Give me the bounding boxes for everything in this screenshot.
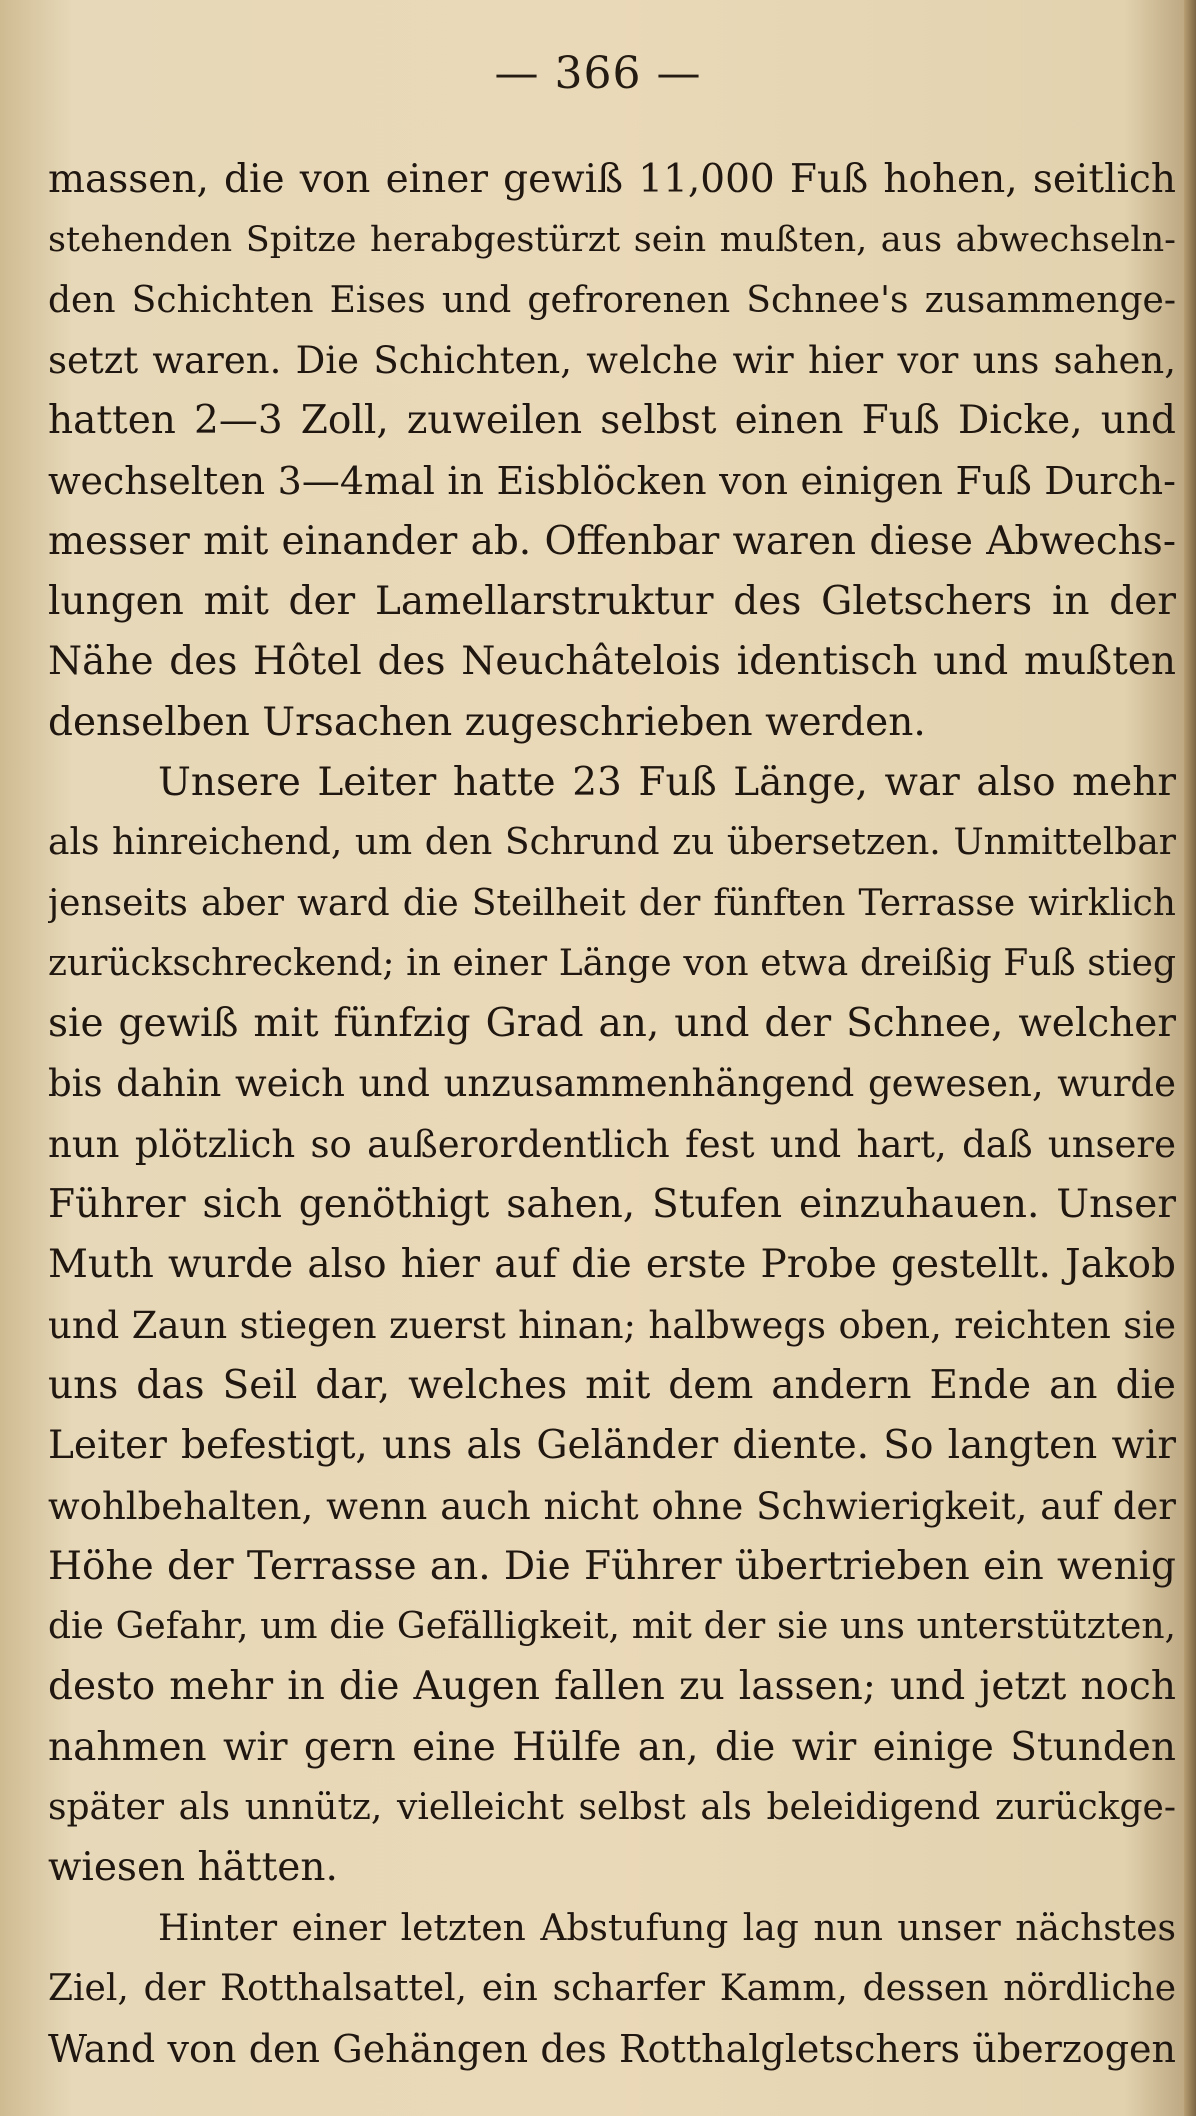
- text-line: denselben Ursachen zugeschrieben werden.: [48, 699, 926, 745]
- text-line: als hinreichend, um den Schrund zu übersetzen. Unmittelbar: [48, 822, 1176, 864]
- text-line: später als unnütz, vielleicht selbst als beleidigend zurückge-: [48, 1787, 1176, 1829]
- text-line: lungen mit der Lamellarstruktur des Gletschers in der: [48, 579, 1176, 625]
- text-line: Hinter einer letzten Abstufung lag nun unser nächstes: [158, 1907, 1176, 1949]
- text-line: den Schichten Eises und gefrorenen Schnee's zusammenge-: [48, 279, 1176, 321]
- text-line: Nähe des Hôtel des Neuchâtelois identisch und mußten: [48, 639, 1176, 685]
- text-line: Wand von den Gehängen des Rotthalgletschers überzogen: [48, 2027, 1176, 2072]
- text-line: wohlbehalten, wenn auch nicht ohne Schwierigkeit, auf der: [48, 1484, 1176, 1528]
- text-line: uns das Seil dar, welches mit dem andern Ende an die: [48, 1362, 1176, 1408]
- text-line: zurückschreckend; in einer Länge von etwa dreißig Fuß stieg: [48, 942, 1176, 984]
- text-line: wechselten 3—4mal in Eisblöcken von einigen Fuß Durch-: [48, 459, 1176, 504]
- body-text: [48, 150, 1176, 2080]
- text-line: messer mit einander ab. Offenbar waren diese Abwechs-: [48, 518, 1176, 564]
- text-line: bis dahin weich und unzusammenhängend gewesen, wurde: [48, 1062, 1176, 1106]
- text-line: wiesen hätten.: [48, 1845, 338, 1891]
- text-line: desto mehr in die Augen fallen zu lassen; und jetzt noch: [48, 1664, 1176, 1710]
- text-line: Unsere Leiter hatte 23 Fuß Länge, war also mehr: [158, 759, 1176, 805]
- text-line: Führer sich genöthigt sahen, Stufen einzuhauen. Unser: [48, 1182, 1176, 1228]
- text-line: jenseits aber ward die Steilheit der fünften Terrasse wirklich: [48, 882, 1176, 924]
- text-line: nun plötzlich so außerordentlich fest und hart, daß unsere: [48, 1122, 1176, 1166]
- text-line: und Zaun stiegen zuerst hinan; halbwegs oben, reichten sie: [48, 1303, 1176, 1347]
- text-line: nahmen wir gern eine Hülfe an, die wir einige Stunden: [48, 1724, 1176, 1770]
- text-line: die Gefahr, um die Gefälligkeit, mit der sie uns unterstützten,: [48, 1606, 1176, 1648]
- text-line: massen, die von einer gewiß 11,000 Fuß hohen, seitlich: [48, 157, 1176, 202]
- page-edge: [1184, 0, 1196, 2116]
- text-line: stehenden Spitze herabgestürzt sein mußten, aus abwechseln-: [48, 220, 1176, 261]
- text-line: Leiter befestigt, uns als Geländer diente. So langten wir: [48, 1423, 1176, 1469]
- text-line: hatten 2—3 Zoll, zuweilen selbst einen Fuß Dicke, und: [48, 398, 1176, 444]
- text-line: Höhe der Terrasse an. Die Führer übertrieben ein wenig: [48, 1543, 1176, 1589]
- text-line: sie gewiß mit fünfzig Grad an, und der Schnee, welcher: [48, 1001, 1176, 1047]
- text-line: Muth wurde also hier auf die erste Probe gestellt. Jakob: [48, 1242, 1176, 1288]
- text-line: setzt waren. Die Schichten, welche wir hier vor uns sahen,: [48, 338, 1176, 382]
- page-number: — 366 —: [494, 48, 702, 99]
- text-line: Ziel, der Rotthalsattel, ein scharfer Kamm, dessen nördliche: [48, 1967, 1176, 2009]
